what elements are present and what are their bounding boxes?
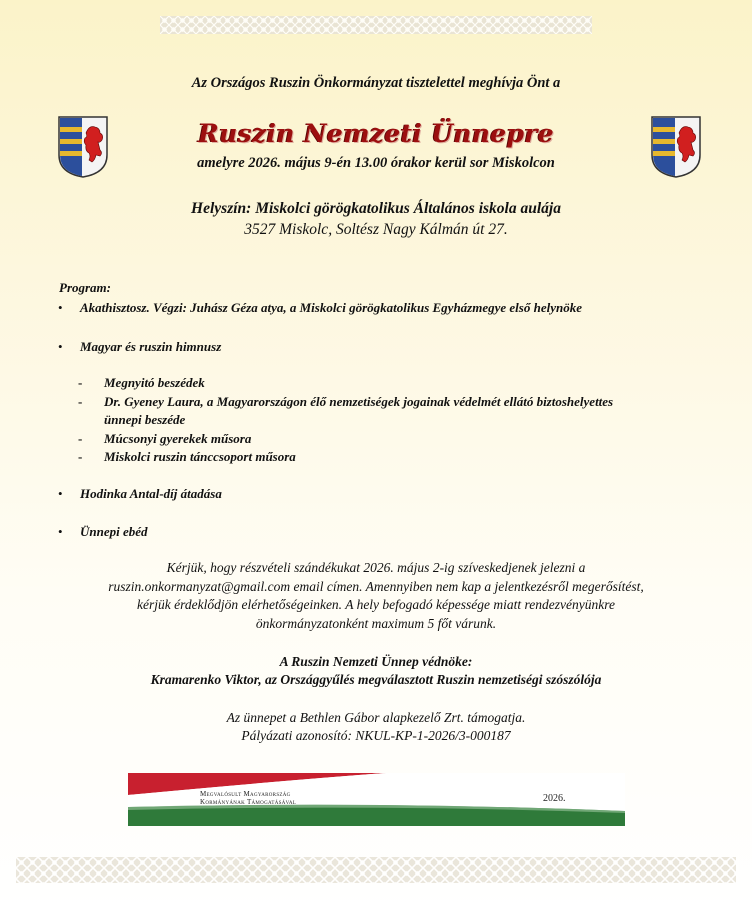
program-item: Ünnepi ebéd	[80, 524, 148, 539]
grant-id-line: Pályázati azonosító: NKUL-KP-1-2026/3-000187	[241, 728, 511, 743]
event-title: Ruszin Nemzeti Ünnepre	[198, 119, 554, 148]
dash-icon: -	[78, 449, 83, 464]
program-subitem: Miskolci ruszin tánccsoport műsora	[104, 449, 296, 464]
venue-line: Helyszín: Miskolci görögkatolikus Általános iskola aulája	[191, 200, 561, 217]
government-support-banner	[128, 773, 625, 826]
banner-caption-line: Megvalósult Magyarország	[200, 790, 291, 798]
bullet-icon: •	[58, 300, 63, 315]
patron-heading: A Ruszin Nemzeti Ünnep védnöke:	[279, 654, 473, 669]
program-item: Magyar és ruszin himnusz	[80, 339, 222, 354]
bottom-ornament-border	[16, 857, 736, 883]
banner-caption	[200, 790, 296, 806]
program-item: Hodinka Antal-díj átadása	[80, 486, 222, 501]
bullet-icon: •	[58, 339, 63, 354]
rsvp-paragraph	[0, 559, 752, 633]
banner-caption-line: Kormányának Támogatásával	[200, 798, 297, 806]
bullet-icon: •	[58, 524, 63, 539]
dash-icon: -	[78, 431, 83, 446]
invite-line: Az Országos Ruszin Önkormányzat tisztelettel meghívja Önt a	[191, 75, 561, 91]
address-line: 3527 Miskolc, Soltész Nagy Kálmán út 27.	[244, 221, 508, 238]
program-subitem: Megnyitó beszédek	[104, 375, 205, 390]
support-line: Az ünnepet a Bethlen Gábor alapkezelő Zrt. támogatja.	[226, 710, 526, 725]
program-subitem: Múcsonyi gyerekek műsora	[104, 431, 252, 446]
rsvp-line: önkormányzatonként maximum 5 főt várunk.	[255, 615, 497, 631]
bullet-icon: •	[58, 486, 63, 501]
rsvp-line: ruszin.onkormanyzat@gmail.com email címen. Amennyiben nem kap a jelentkezésről megerősítést,	[108, 578, 644, 594]
program-label: Program:	[59, 280, 111, 295]
rsvp-line: kérjük érdeklődjön elérhetőségeinken. A hely befogadó képessége miatt rendezvényünkre	[137, 597, 615, 612]
program-subitem-continued: ünnepi beszéde	[104, 412, 186, 427]
dash-icon: -	[78, 375, 83, 390]
rsvp-line: Kérjük, hogy részvételi szándékukat 2026. május 2-ig szíveskedjenek jelezni a	[166, 560, 586, 575]
program-subitem: Dr. Gyeney Laura, a Magyarországon élő nemzetiségek jogainak védelmét ellátó biztoshelyettes	[104, 394, 614, 409]
patron-name: Kramarenko Viktor, az Országgyűlés megválasztott Ruszin nemzetiségi szószólója	[150, 672, 602, 687]
event-date-line: amelyre 2026. május 9-én 13.00 órakor kerül sor Miskolcon	[197, 155, 555, 171]
dash-icon: -	[78, 394, 83, 409]
top-ornament-border	[160, 16, 592, 34]
banner-year: 2026.	[543, 793, 566, 804]
program-item: Akathisztosz. Végzi: Juhász Géza atya, a Miskolci görögkatolikus Egyházmegye első helynöke	[80, 300, 582, 315]
